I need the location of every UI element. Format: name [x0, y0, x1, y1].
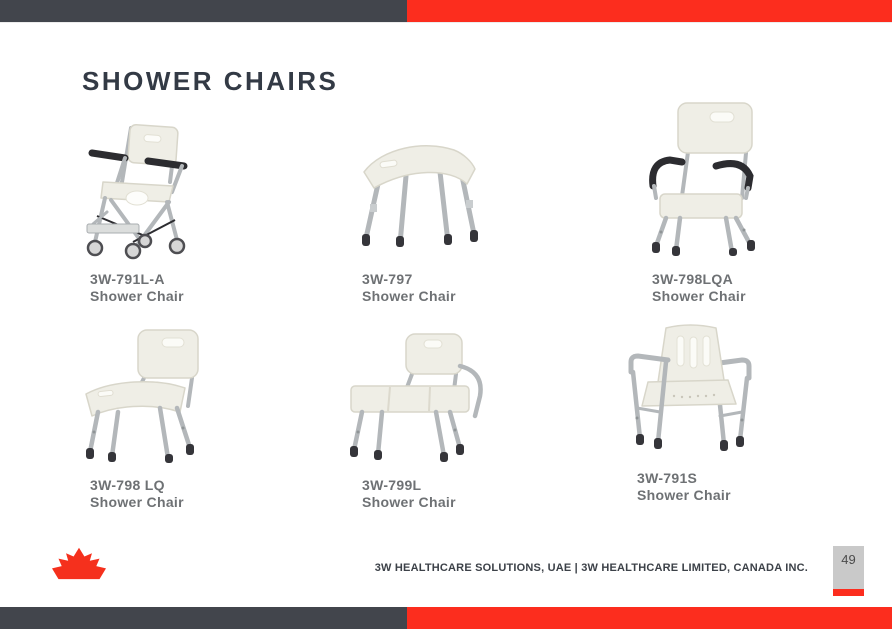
product-image-transfer-bench [348, 332, 486, 465]
product-name: Shower Chair [652, 287, 746, 304]
top-bar-red-segment [407, 0, 892, 22]
product-model: 3W-791S [637, 470, 698, 486]
product-name: Shower Chair [362, 493, 456, 510]
top-bar-dark-segment [0, 0, 407, 22]
product-model: 3W-797 [362, 271, 413, 287]
product-image-shower-stool [358, 138, 480, 256]
product-model: 3W-798 LQ [90, 477, 165, 493]
product-model: 3W-798LQA [652, 271, 733, 287]
bottom-bar-red-segment [407, 607, 892, 629]
product-name: Shower Chair [90, 493, 184, 510]
product-name: Shower Chair [90, 287, 184, 304]
page-number-tab [833, 546, 864, 596]
page-number: 49 [841, 552, 856, 567]
footer-company-line: 3W HEALTHCARE SOLUTIONS, UAE | 3W HEALTHCARE LIMITED, CANADA INC. [374, 562, 808, 574]
product-model: 3W-791L-A [90, 271, 165, 287]
product-image-molded-shower-chair [622, 322, 757, 462]
product-label [652, 271, 746, 304]
product-label [362, 477, 456, 510]
top-accent-bar [0, 0, 892, 23]
bottom-bar-dark-segment [0, 607, 407, 629]
product-label [90, 477, 184, 510]
maple-leaf-icon [52, 545, 106, 583]
page-tab-red-strip [833, 589, 864, 596]
page-title: SHOWER CHAIRS [82, 66, 339, 96]
product-label [362, 271, 456, 304]
product-image-back-shower-chair [82, 328, 207, 463]
product-label [637, 470, 731, 503]
product-name: Shower Chair [637, 486, 731, 503]
product-image-armrest-shower-chair [648, 100, 760, 256]
bottom-accent-bar [0, 607, 892, 629]
product-model: 3W-799L [362, 477, 422, 493]
product-image-commode-shower-chair [85, 120, 190, 260]
product-name: Shower Chair [362, 287, 456, 304]
product-label [90, 271, 184, 304]
